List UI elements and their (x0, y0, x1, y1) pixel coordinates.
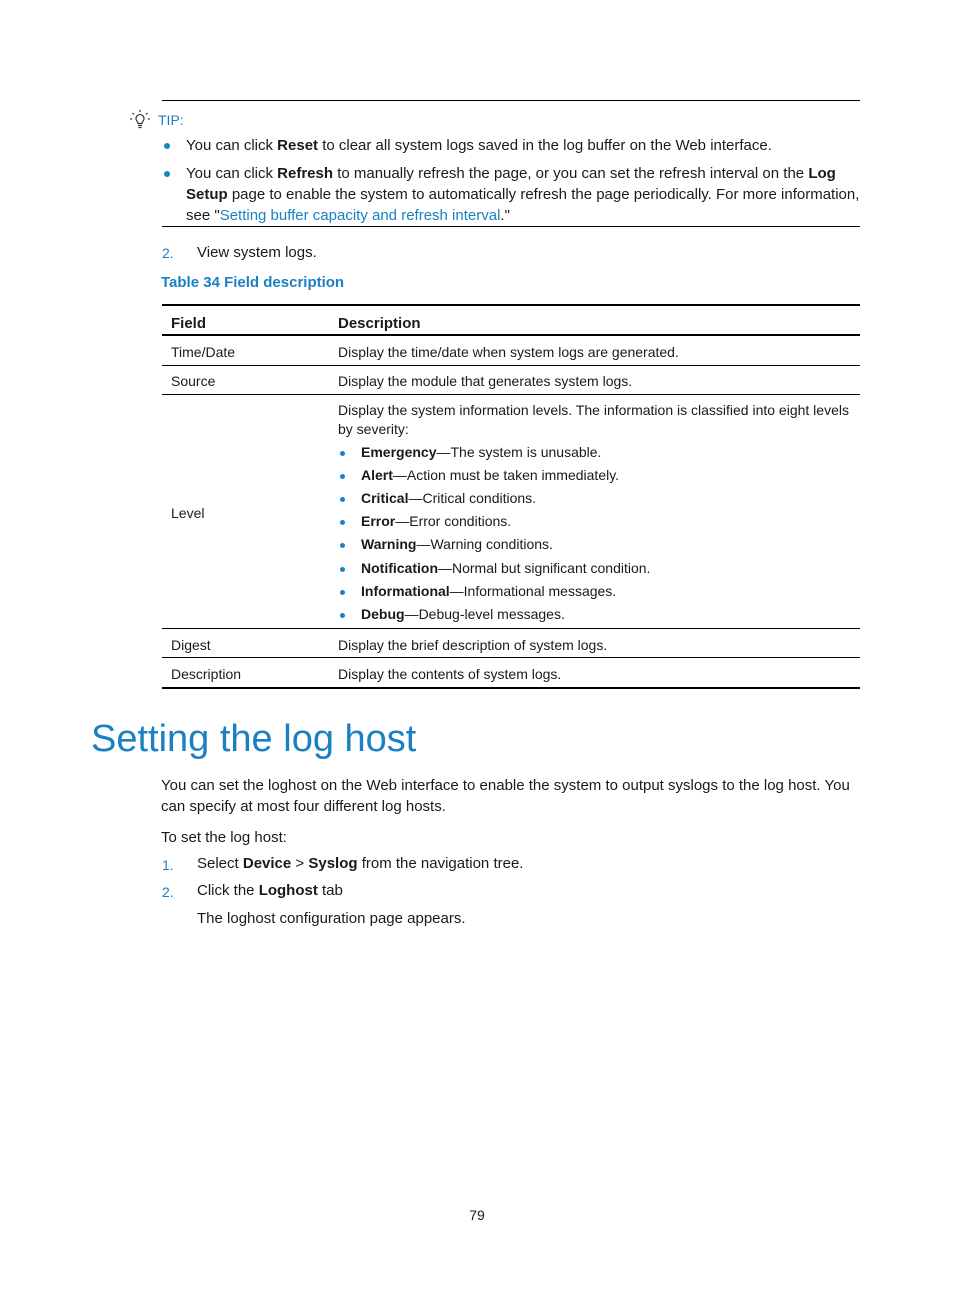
table-row-field: Source (171, 373, 216, 389)
step-number: 2. (162, 884, 174, 900)
bullet-icon (340, 520, 345, 525)
section-lead: To set the log host: (161, 829, 287, 846)
bullet-icon (340, 567, 345, 572)
table-top-rule (162, 304, 860, 306)
section-intro: You can set the loghost on the Web interface to enable the system to output syslogs to the log host. You can specify at most four different log hosts. (161, 777, 850, 815)
row-rule (162, 394, 860, 395)
bullet-icon (340, 613, 345, 618)
page-number: 79 (469, 1207, 485, 1223)
lightbulb-icon (128, 108, 152, 132)
bullet-icon (340, 497, 345, 502)
tip-bottom-rule (162, 226, 860, 227)
tip-top-rule (162, 100, 860, 101)
header-description: Description (338, 315, 421, 332)
table-row-desc: Display the contents of system logs. (338, 666, 562, 682)
bullet-icon (340, 474, 345, 479)
table-row-desc: Display the time/date when system logs are generated. (338, 344, 679, 360)
tip-header (128, 108, 184, 132)
bullet-icon (340, 590, 345, 595)
table-row-desc: Display the module that generates system logs. (338, 373, 633, 389)
table-bottom-rule (162, 687, 860, 689)
row-rule (162, 365, 860, 366)
tip-label: TIP: (158, 112, 184, 128)
table-row-desc: Display the brief description of system logs. (338, 637, 608, 653)
table-caption: Table 34 Field description (161, 274, 345, 291)
table-row-desc: Display the system information levels. The information is classified into eight levels by severity: (338, 402, 849, 437)
bullet-icon (340, 543, 345, 548)
header-rule (162, 334, 860, 336)
tip-item-2: You can click Refresh to manually refresh the page, or you can set the refresh interval on the Log Setup page to enable the system to automatically refresh the page periodically. For more information, see "Setting buffer capacity and refresh interval." (186, 165, 860, 224)
row-rule (162, 657, 860, 658)
link-setting-buffer[interactable]: Setting buffer capacity and refresh interval (219, 207, 501, 224)
step-text: Click the Loghost tab (197, 882, 343, 899)
table-row-field: Description (171, 666, 242, 682)
row-rule (162, 628, 860, 629)
header-field: Field (171, 315, 207, 332)
table-row-field: Digest (171, 637, 211, 653)
table-row-field: Level (171, 505, 205, 521)
bullet-icon (340, 451, 345, 456)
table-row-field: Time/Date (171, 344, 236, 360)
step-number: 2. (162, 245, 174, 261)
bullet-icon (164, 171, 170, 177)
step-number: 1. (162, 857, 174, 873)
step-result: The loghost configuration page appears. (197, 910, 466, 927)
step-text: Select Device > Syslog from the navigation tree. (197, 855, 524, 872)
section-title: Setting the log host (91, 718, 417, 760)
bullet-icon (164, 143, 170, 149)
tip-item-1: You can click Reset to clear all system logs saved in the log buffer on the Web interface. (186, 137, 772, 154)
step-text: View system logs. (197, 244, 317, 261)
